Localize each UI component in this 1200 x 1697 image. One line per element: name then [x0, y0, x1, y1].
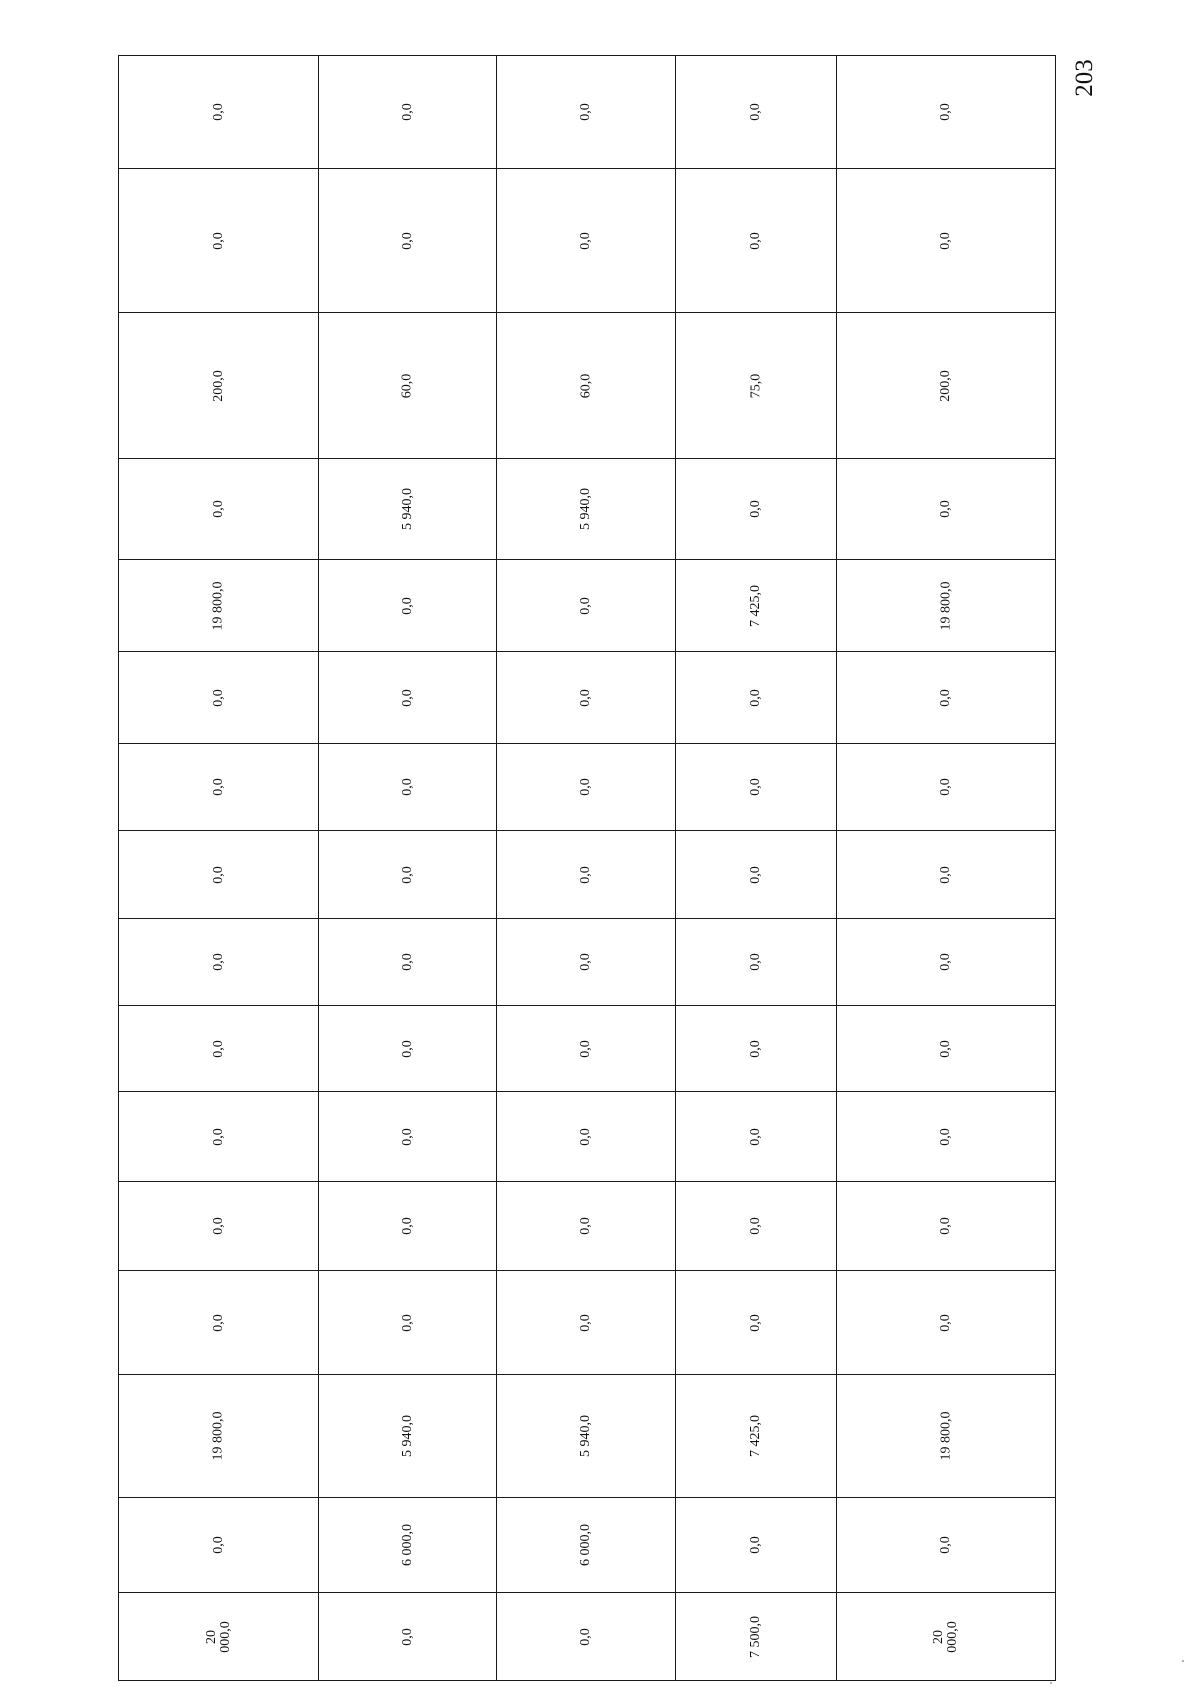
- table-cell: [836, 1374, 1056, 1498]
- cell-value: 19 800,0: [210, 581, 226, 630]
- table-cell: [675, 1497, 837, 1593]
- table-cell: [675, 559, 837, 652]
- table-cell: [836, 743, 1056, 831]
- table-cell: [318, 168, 497, 313]
- cell-value: 0,0: [399, 1039, 415, 1058]
- table-cell: [836, 559, 1056, 652]
- cell-value: 0,0: [578, 865, 593, 884]
- cell-value: 0,0: [399, 953, 415, 971]
- table-cell: [496, 312, 676, 459]
- cell-value: 0,0: [210, 1127, 226, 1146]
- table-cell: [118, 743, 319, 831]
- cell-value: 60,0: [578, 373, 593, 398]
- table-cell: [496, 55, 676, 169]
- cell-value: 0,0: [210, 231, 226, 250]
- table-cell: [318, 458, 497, 560]
- cell-value: 0,0: [578, 688, 593, 707]
- table-cell: [496, 1592, 676, 1681]
- table-cell: [675, 1005, 837, 1092]
- cell-value: 0,0: [399, 1627, 415, 1646]
- table-cell: [118, 651, 319, 744]
- cell-value: 5 940,0: [399, 1415, 415, 1457]
- table-cell: [496, 559, 676, 652]
- cell-value: 0,0: [938, 1536, 953, 1554]
- table-cell: [496, 743, 676, 831]
- table-cell: [675, 1374, 837, 1498]
- cell-value: 20 000,0: [931, 1620, 960, 1653]
- table-cell: [496, 1270, 676, 1375]
- table-cell: [118, 458, 319, 560]
- table-cell: [318, 1592, 497, 1681]
- cell-value: 0,0: [210, 500, 226, 518]
- cell-value: 7 425,0: [748, 1415, 763, 1457]
- table-cell: [496, 1091, 676, 1182]
- cell-value: 7 425,0: [748, 584, 763, 627]
- table-cell: [318, 312, 497, 459]
- cell-value: 200,0: [210, 369, 226, 402]
- cell-value: 0,0: [210, 103, 226, 121]
- table-cell: [118, 1497, 319, 1593]
- table-cell: [318, 1181, 497, 1271]
- table-cell: [496, 1374, 676, 1498]
- table-cell: [118, 1270, 319, 1375]
- table-cell: [836, 312, 1056, 459]
- table-cell: [675, 743, 837, 831]
- cell-value: 75,0: [748, 373, 763, 398]
- table-cell: [318, 1374, 497, 1498]
- table-cell: [675, 168, 837, 313]
- table-cell: [118, 1091, 319, 1182]
- cell-value: 0,0: [578, 953, 593, 971]
- cell-value: 0,0: [938, 953, 953, 971]
- cell-value: 0,0: [578, 103, 593, 121]
- table-cell: [836, 1005, 1056, 1092]
- cell-value: 0,0: [748, 953, 763, 971]
- table-cell: [118, 1374, 319, 1498]
- cell-value: 0,0: [210, 953, 226, 971]
- table-cell: [496, 651, 676, 744]
- cell-value: 0,0: [938, 1313, 953, 1332]
- table-cell: [496, 458, 676, 560]
- table-cell: [496, 168, 676, 313]
- cell-value: 19 800,0: [938, 1411, 953, 1461]
- table-cell: [836, 1181, 1056, 1271]
- cell-value: 6 000,0: [399, 1524, 415, 1566]
- cell-value: 5 940,0: [578, 1415, 593, 1457]
- cell-value: 0,0: [938, 103, 953, 121]
- table-cell: [496, 830, 676, 919]
- table-cell: [675, 55, 837, 169]
- table-cell: [118, 918, 319, 1006]
- cell-value: 6 000,0: [578, 1524, 593, 1566]
- cell-value: 0,0: [748, 500, 763, 518]
- cell-value: 0,0: [748, 1536, 763, 1554]
- table-cell: [836, 1091, 1056, 1182]
- table-cell: [318, 743, 497, 831]
- cell-value: 0,0: [399, 1217, 415, 1235]
- cell-value: 0,0: [938, 231, 953, 250]
- table-cell: [318, 559, 497, 652]
- table-cell: [318, 55, 497, 169]
- cell-value: 0,0: [578, 231, 593, 250]
- table-cell: [118, 55, 319, 169]
- cell-value: 0,0: [399, 596, 415, 615]
- cell-value: 200,0: [938, 369, 953, 402]
- table-cell: [318, 1497, 497, 1593]
- cell-value: 0,0: [748, 778, 763, 796]
- table-cell: [118, 1592, 319, 1681]
- table-cell: [675, 1091, 837, 1182]
- table-cell: [118, 168, 319, 313]
- table-cell: [675, 312, 837, 459]
- cell-value: 19 800,0: [210, 1411, 226, 1461]
- table-cell: [118, 1005, 319, 1092]
- scan-speck: [1182, 1660, 1184, 1662]
- cell-value: 0,0: [210, 1536, 226, 1554]
- table-cell: [836, 651, 1056, 744]
- table-cell: [496, 918, 676, 1006]
- cell-value: 0,0: [210, 1313, 226, 1332]
- table-cell: [675, 651, 837, 744]
- scan-speck: [1050, 1682, 1052, 1684]
- cell-value: 0,0: [210, 778, 226, 796]
- cell-value: 0,0: [210, 688, 226, 707]
- table-cell: [496, 1005, 676, 1092]
- cell-value: 0,0: [938, 865, 953, 884]
- table-cell: [675, 1181, 837, 1271]
- cell-value: 60,0: [399, 373, 415, 398]
- table-cell: [318, 651, 497, 744]
- table-cell: [675, 1270, 837, 1375]
- table-cell: [836, 458, 1056, 560]
- cell-value: 0,0: [399, 1313, 415, 1332]
- cell-value: 0,0: [399, 231, 415, 250]
- cell-value: 0,0: [210, 1217, 226, 1235]
- cell-value: 0,0: [399, 865, 415, 884]
- cell-value: 0,0: [748, 865, 763, 884]
- table-cell: [496, 1497, 676, 1593]
- cell-value: 0,0: [399, 1127, 415, 1146]
- cell-value: 5 940,0: [578, 488, 593, 530]
- cell-value: 0,0: [938, 500, 953, 518]
- cell-value: 0,0: [578, 596, 593, 615]
- table-cell: [675, 1592, 837, 1681]
- cell-value: 19 800,0: [938, 581, 953, 630]
- cell-value: 0,0: [578, 1127, 593, 1146]
- table-cell: [836, 168, 1056, 313]
- table-cell: [318, 918, 497, 1006]
- table-cell: [675, 918, 837, 1006]
- cell-value: 0,0: [399, 103, 415, 121]
- cell-value: 0,0: [748, 1039, 763, 1058]
- table-cell: [118, 1181, 319, 1271]
- cell-value: 0,0: [748, 1313, 763, 1332]
- cell-value: 0,0: [748, 103, 763, 121]
- table-cell: [318, 830, 497, 919]
- table-cell: [836, 1270, 1056, 1375]
- cell-value: 0,0: [578, 1627, 593, 1646]
- table-cell: [318, 1005, 497, 1092]
- table-cell: [836, 1497, 1056, 1593]
- cell-value: 0,0: [748, 231, 763, 250]
- cell-value: 5 940,0: [399, 488, 415, 530]
- cell-value: 0,0: [748, 1127, 763, 1146]
- cell-value: 0,0: [210, 1039, 226, 1058]
- table-cell: [318, 1270, 497, 1375]
- table-cell: [836, 830, 1056, 919]
- cell-value: 0,0: [399, 688, 415, 707]
- table-cell: [496, 1181, 676, 1271]
- cell-value: 0,0: [578, 1217, 593, 1235]
- cell-value: 0,0: [399, 778, 415, 796]
- table-cell: [318, 1091, 497, 1182]
- cell-value: 0,0: [578, 778, 593, 796]
- cell-value: 0,0: [578, 1313, 593, 1332]
- table-cell: [836, 918, 1056, 1006]
- cell-value: 20 000,0: [203, 1620, 233, 1653]
- table-cell: [118, 830, 319, 919]
- table-cell: [836, 1592, 1056, 1681]
- cell-value: 0,0: [938, 1039, 953, 1058]
- table-cell: [118, 559, 319, 652]
- cell-value: 0,0: [210, 865, 226, 884]
- cell-value: 0,0: [938, 1127, 953, 1146]
- table-cell: [675, 830, 837, 919]
- cell-value: 0,0: [748, 688, 763, 707]
- table-cell: [836, 55, 1056, 169]
- cell-value: 0,0: [938, 688, 953, 707]
- cell-value: 0,0: [748, 1217, 763, 1235]
- cell-value: 0,0: [578, 1039, 593, 1058]
- cell-value: 0,0: [938, 1217, 953, 1235]
- page-number: 203: [1071, 59, 1098, 97]
- table-cell: [118, 312, 319, 459]
- cell-value: 7 500,0: [748, 1615, 763, 1658]
- table-cell: [675, 458, 837, 560]
- cell-value: 0,0: [938, 778, 953, 796]
